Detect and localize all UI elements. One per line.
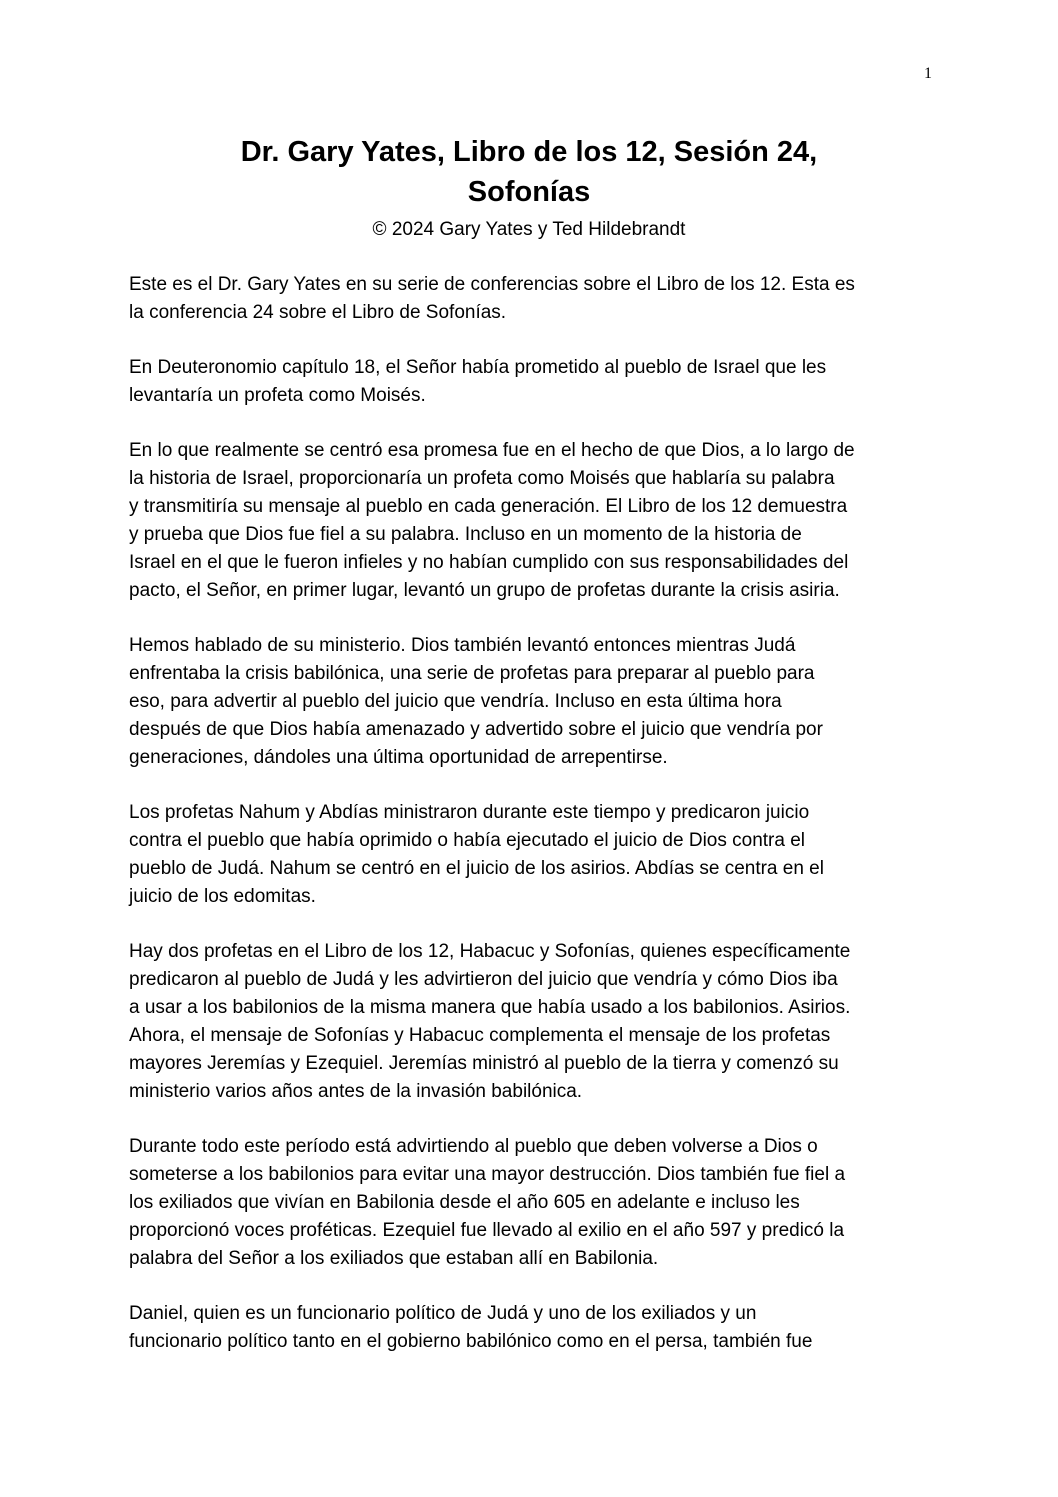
title-line-2: Sofonías xyxy=(467,176,591,208)
copyright-notice: © 2024 Gary Yates y Ted Hildebrandt xyxy=(372,219,686,240)
paragraph-4: Hemos hablado de su ministerio. Dios también levantó entonces mientras Judá enfrentaba la crisis babilónica, una serie de profetas para preparar al pueblo para eso, para advertir al pueblo del juicio que vendría. Incluso en esta última hora después de que Dios había amenazado y advertido sobre el juicio que vendría por generaciones, dándoles una última oportunidad de arrepentirse. xyxy=(129,635,823,768)
document-title xyxy=(130,132,928,212)
paragraph-8: Daniel, quien es un funcionario político de Judá y uno de los exiliados y un funcionario político tanto en el gobierno babilónico como en el persa, también fue xyxy=(129,1303,813,1352)
paragraph-3: En lo que realmente se centró esa promesa fue en el hecho de que Dios, a lo largo de la historia de Israel, proporcionaría un profeta como Moisés que hablaría su palabra y transmitiría su mensaje al pueblo en cada generación. El Libro de los 12 demuestra y prueba que Dios fue fiel a su palabra. Incluso en un momento de la historia de Israel en el que le fueron infieles y no habían cumplido con sus responsabilidades del pacto, el Señor, en primer lugar, levantó un grupo de profetas durante la crisis asiria. xyxy=(129,440,855,601)
paragraph-1: Este es el Dr. Gary Yates en su serie de conferencias sobre el Libro de los 12. Esta es la conferencia 24 sobre el Libro de Sofonías. xyxy=(129,274,855,323)
paragraph-5: Los profetas Nahum y Abdías ministraron durante este tiempo y predicaron juicio contra el pueblo que había oprimido o había ejecutado el juicio de Dios contra el pueblo de Judá. Nahum se centró en el juicio de los asirios. Abdías se centra en el juicio de los edomitas. xyxy=(129,802,824,907)
document-body xyxy=(129,271,934,1383)
paragraph-7: Durante todo este período está advirtiendo al pueblo que deben volverse a Dios o someterse a los babilonios para evitar una mayor destrucción. Dios también fue fiel a los exiliados que vivían en Babilonia desde el año 605 en adelante e incluso les proporcionó voces proféticas. Ezequiel fue llevado al exilio en el año 597 y predicó la palabra del Señor a los exiliados que estaban allí en Babilonia. xyxy=(129,1136,846,1269)
paragraph-2: En Deuteronomio capítulo 18, el Señor había prometido al pueblo de Israel que les levantaría un profeta como Moisés. xyxy=(129,357,827,406)
page-number: 1 xyxy=(924,65,932,82)
paragraph-6: Hay dos profetas en el Libro de los 12, Habacuc y Sofonías, quienes específicamente predicaron al pueblo de Judá y les advirtieron del juicio que vendría y cómo Dios iba a usar a los babilonios de la misma manera que había usado a los babilonios. Asirios. Ahora, el mensaje de Sofonías y Habacuc complementa el mensaje de los profetas mayores Jeremías y Ezequiel. Jeremías ministró al pueblo de la tierra y comenzó su ministerio varios años antes de la invasión babilónica. xyxy=(129,941,851,1102)
title-line-1: Dr. Gary Yates, Libro de los 12, Sesión 24, xyxy=(240,136,818,168)
